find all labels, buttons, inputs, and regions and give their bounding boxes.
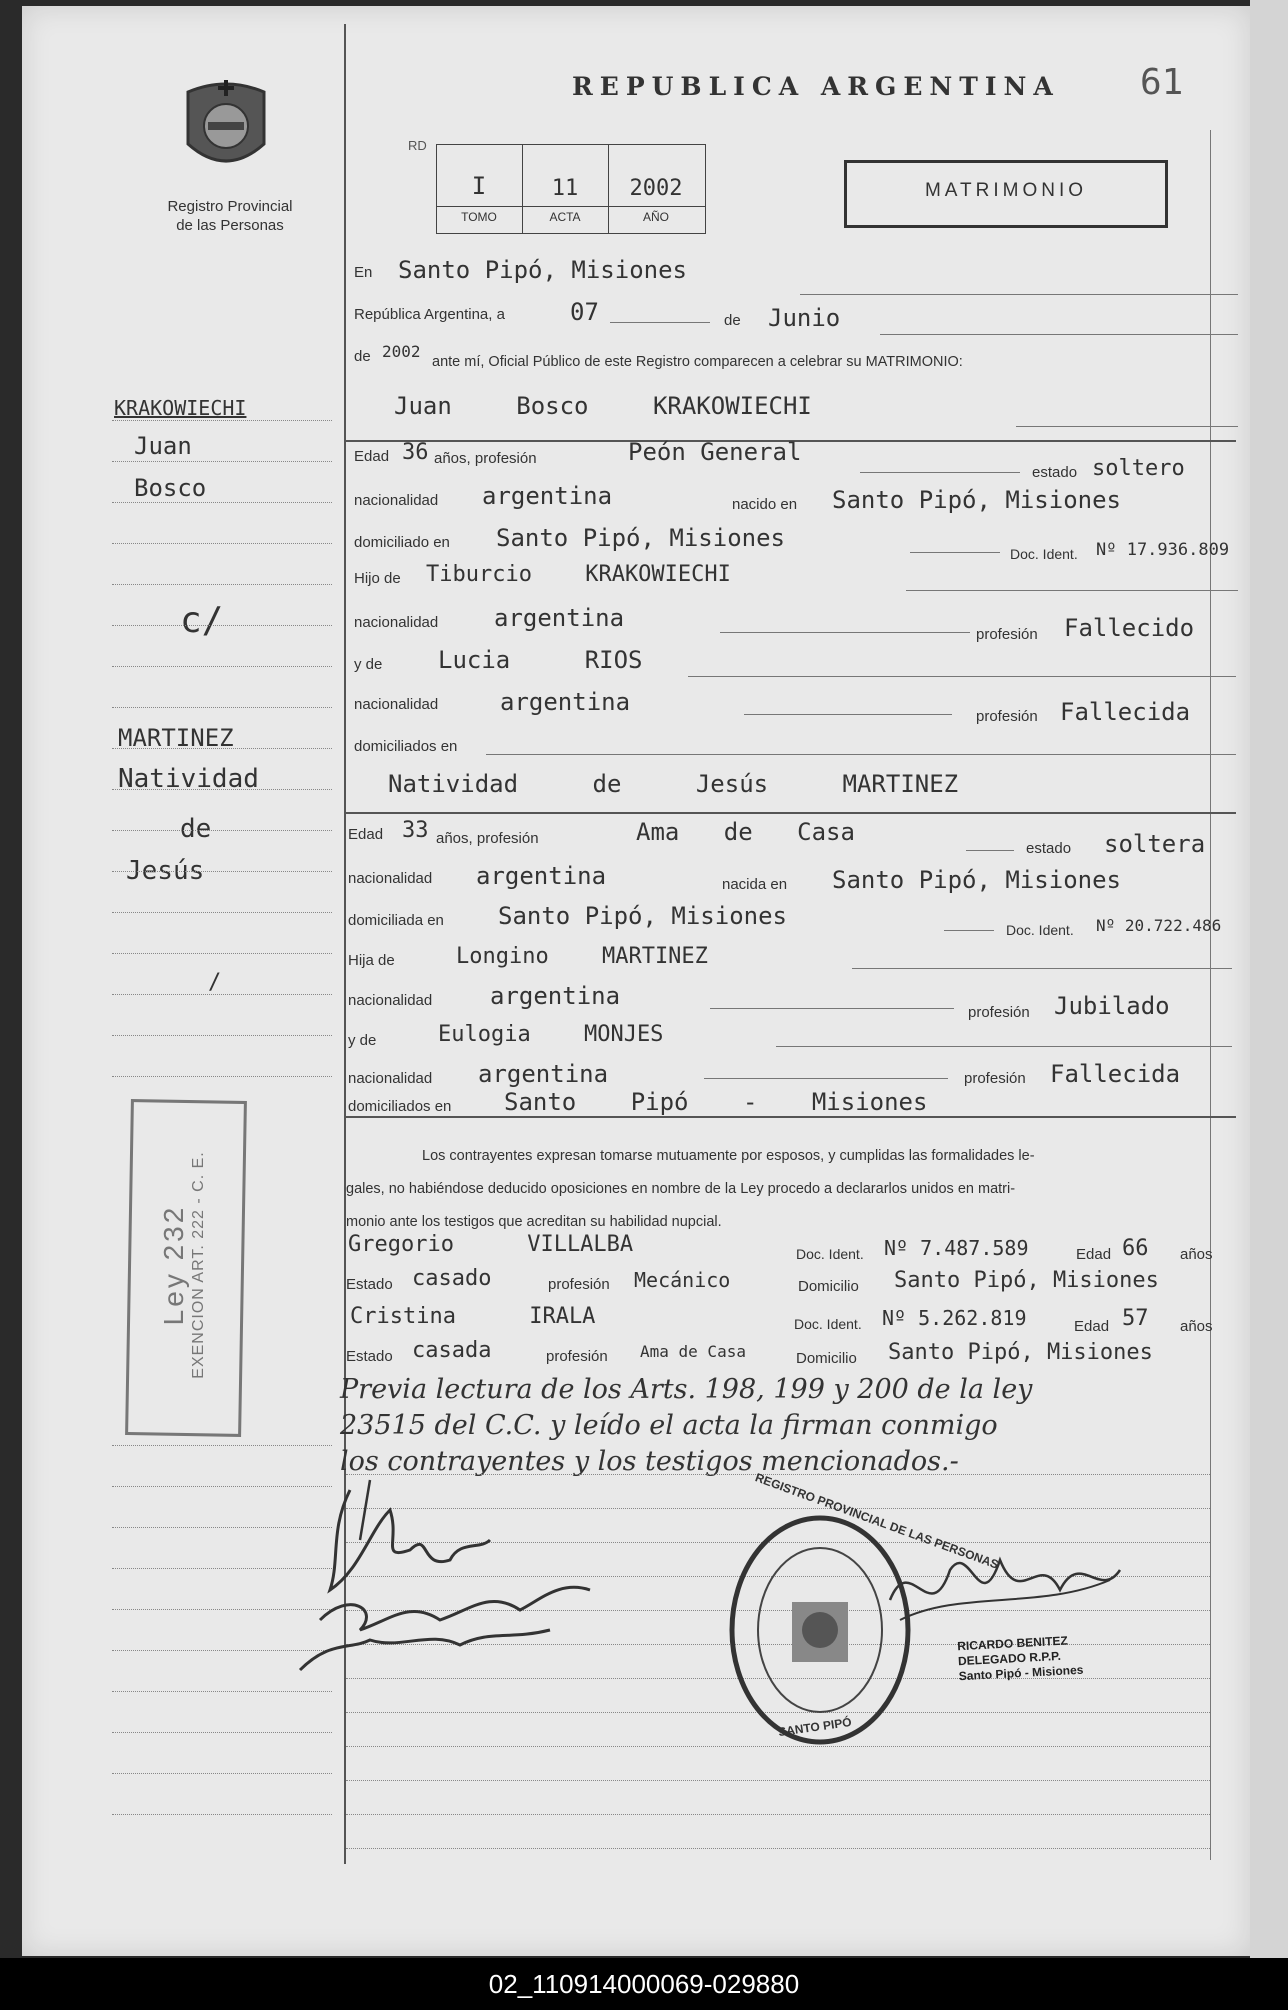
body-rule [346, 1848, 1210, 1849]
bride-mother-nac-label: nacionalidad [348, 1070, 433, 1087]
witness2-dom-label: Domicilio [796, 1350, 857, 1367]
bride-nacida-label: nacida en [722, 876, 788, 893]
witness1-anos-label: años [1180, 1246, 1213, 1263]
official-stamp-line3: Santo Pipó - Misiones [958, 1662, 1084, 1684]
acta-label: ACTA [549, 210, 581, 224]
bride-father-nac-label: nacionalidad [348, 992, 433, 1009]
official-stamp-line2: DELEGADO R.P.P. [957, 1648, 1062, 1669]
record-type: MATRIMONIO [924, 180, 1088, 201]
witness2-civil-status: casada [412, 1338, 492, 1363]
bride-anos-label: años, profesión [436, 830, 539, 847]
witness2-estado-label: Estado [346, 1348, 393, 1365]
witness2-edad-label: Edad [1074, 1318, 1110, 1335]
closing-line1: Previa lectura de los Arts. 198, 199 y 200 de la ley [340, 1374, 1033, 1405]
witness2-anos-label: años [1180, 1318, 1213, 1335]
registry-emblem-icon [178, 74, 274, 184]
groom-birthplace: Santo Pipó, Misiones [832, 486, 1121, 514]
margin-bride-name1: Natividad [118, 764, 259, 794]
groom-father-profession: Fallecido [1064, 614, 1195, 642]
declaration-line3: monio ante los testigos que acreditan su habilidad nupcial. [346, 1214, 722, 1230]
margin-groom-surname: KRAKOWIECHI [114, 396, 247, 420]
bride-nac-label: nacionalidad [348, 870, 433, 887]
groom-father-label: Hijo de [354, 570, 401, 587]
bride-doc-number: Nº 20.722.486 [1096, 916, 1222, 935]
bride-father-profession: Jubilado [1054, 992, 1170, 1020]
intro-statement: ante mí, Oficial Público de este Registro comparecen a celebrar su MATRIMONIO: [432, 354, 963, 370]
country-heading: REPUBLICA ARGENTINA [572, 72, 1060, 101]
bride-edad-label: Edad [348, 826, 384, 843]
groom-father-prof-label: profesión [976, 626, 1038, 643]
declaration-line2: gales, no habiéndose deducido oposiciones en nombre de la Ley procedo a declararlos unidos en matri- [346, 1181, 1016, 1197]
margin-rule [112, 789, 332, 790]
republic-label: República Argentina, a [354, 306, 505, 323]
margin-rule [112, 543, 332, 544]
margin-rule [112, 584, 332, 585]
official-stamp-line1: RICARDO BENITEZ [956, 1633, 1069, 1654]
margin-bride-surname: MARTINEZ [118, 724, 234, 752]
witness2-doc-number: Nº 5.262.819 [882, 1306, 1027, 1330]
groom-mother-label: y de [354, 656, 383, 673]
bride-mother-name: Eulogia MONJES [438, 1022, 664, 1047]
de-label: de [724, 312, 741, 329]
seal-ring-text: REGISTRO PROVINCIAL DE LAS PERSONAS [753, 1470, 1001, 1572]
witness2-prof-label: profesión [546, 1348, 608, 1365]
right-border [1210, 130, 1211, 1860]
groom-mother-name: Lucia RIOS [438, 646, 643, 674]
groom-doc-label: Doc. Ident. [1010, 546, 1078, 562]
margin-rule [112, 420, 332, 421]
bride-dom-label: domiciliada en [348, 912, 444, 929]
bride-parents-domicile: Santo Pipó - Misiones [504, 1088, 928, 1116]
groom-profession: Peón General [628, 438, 802, 466]
page-number: 61 [1140, 62, 1184, 103]
groom-mother-nac-label: nacionalidad [354, 696, 439, 713]
margin-rule [112, 912, 332, 913]
seal-bottom-text: SANTO PIPÓ [777, 1714, 853, 1740]
scan-id: 02_110914000069-029880 [0, 1958, 1288, 2010]
tomo-label: TOMO [461, 210, 497, 224]
margin-groom-name2: Bosco [134, 474, 207, 502]
bride-domicile: Santo Pipó, Misiones [498, 902, 787, 930]
witness1-dom-label: Domicilio [798, 1278, 859, 1295]
registry-name-line1: Registro Provincial [167, 198, 293, 215]
intro-month: Junio [768, 304, 841, 332]
page-edge [1250, 0, 1288, 1958]
groom-parents-dom-label: domiciliados en [354, 738, 458, 755]
groom-edad-label: Edad [354, 448, 390, 465]
margin-rule [112, 625, 332, 626]
bride-full-name: Natividad de Jesús MARTINEZ [388, 770, 959, 798]
groom-full-name: Juan Bosco KRAKOWIECHI [394, 392, 812, 420]
bride-father-name: Longino MARTINEZ [456, 944, 708, 969]
body-rule [346, 1780, 1210, 1781]
acta-value: 11 [551, 176, 579, 201]
margin-connector: c/ [180, 600, 224, 641]
witness1-estado-label: Estado [346, 1276, 393, 1293]
groom-nac-label: nacionalidad [354, 492, 439, 509]
margin-groom-name1: Juan [134, 432, 192, 460]
margin-rule [112, 502, 332, 503]
groom-father-nationality: argentina [494, 604, 625, 632]
margin-bride-name2: de [180, 814, 212, 844]
signatures-icon [290, 1470, 630, 1690]
bride-civil-status: soltera [1104, 830, 1206, 858]
body-rule [346, 1814, 1210, 1815]
witness1-doc-label: Doc. Ident. [796, 1246, 864, 1262]
bride-parents-dom-label: domiciliados en [348, 1098, 452, 1115]
corner-mark: RD [408, 138, 427, 153]
bride-mother-nationality: argentina [478, 1060, 609, 1088]
margin-rule [112, 1691, 332, 1692]
groom-anos-label: años, profesión [434, 450, 537, 467]
closing-line3: los contrayentes y los testigos mencionados.- [340, 1446, 959, 1477]
witness2-profession: Ama de Casa [640, 1342, 746, 1361]
witness1-domicile: Santo Pipó, Misiones [894, 1268, 1159, 1293]
intro-year: 2002 [382, 342, 421, 361]
anio-label: AÑO [642, 210, 669, 224]
bride-age: 33 [402, 818, 429, 843]
witness2-doc-label: Doc. Ident. [794, 1316, 862, 1332]
groom-mother-profession: Fallecida [1060, 698, 1191, 726]
groom-doc-number: Nº 17.936.809 [1096, 540, 1230, 560]
witness1-age: 66 [1122, 1236, 1149, 1261]
bride-father-label: Hija de [348, 952, 395, 969]
stamp-line1: Ley 232 [158, 1204, 189, 1326]
groom-father-name: Tiburcio KRAKOWIECHI [426, 562, 731, 587]
witness2-domicile: Santo Pipó, Misiones [888, 1340, 1153, 1365]
bride-profession: Ama de Casa [636, 818, 855, 846]
margin-rule [112, 994, 332, 995]
margin-bride-name3: Jesús [126, 856, 205, 886]
margin-rule [112, 830, 332, 831]
margin-rule [112, 707, 332, 708]
margin-rule [112, 748, 332, 749]
bride-mother-profession: Fallecida [1050, 1060, 1181, 1088]
witness1-edad-label: Edad [1076, 1246, 1112, 1263]
intro-day: 07 [570, 298, 599, 326]
tomo-value: I [471, 172, 487, 200]
witness1-profession: Mecánico [634, 1268, 731, 1292]
margin-rule [112, 666, 332, 667]
bride-mother-prof-label: profesión [964, 1070, 1026, 1087]
margin-rule [112, 1076, 332, 1077]
intro-place: Santo Pipó, Misiones [398, 256, 687, 284]
margin-rule [112, 1445, 332, 1446]
margin-rule [112, 1814, 332, 1815]
groom-estado-label: estado [1032, 464, 1078, 481]
groom-nationality: argentina [482, 482, 613, 510]
margin-rule [112, 871, 332, 872]
margin-tick: / [208, 970, 222, 995]
de-year-label: de [354, 348, 371, 365]
en-label: En [354, 264, 373, 281]
declaration-line1: Los contrayentes expresan tomarse mutuamente por esposos, y cumplidas las formalidades le- [422, 1148, 1035, 1164]
margin-rule [112, 1732, 332, 1733]
bride-doc-label: Doc. Ident. [1006, 922, 1074, 938]
registry-name-line2: de las Personas [176, 217, 284, 234]
bride-father-nationality: argentina [490, 982, 621, 1010]
margin-rule [112, 1773, 332, 1774]
witness1-prof-label: profesión [548, 1276, 610, 1293]
witness1-name: Gregorio VILLALBA [348, 1232, 634, 1257]
bride-father-prof-label: profesión [968, 1004, 1030, 1021]
bride-estado-label: estado [1026, 840, 1072, 857]
bride-mother-label: y de [348, 1032, 377, 1049]
margin-rule [112, 1035, 332, 1036]
stamp-line2: EXENCION ART. 222 - C. E. [190, 1151, 207, 1379]
official-seal-icon [720, 1510, 920, 1750]
groom-dom-label: domiciliado en [354, 534, 450, 551]
groom-nacido-label: nacido en [732, 496, 798, 513]
closing-line2: 23515 del C.C. y leído el acta la firman conmigo [340, 1410, 998, 1441]
margin-rule [112, 953, 332, 954]
margin-rule [112, 461, 332, 462]
groom-father-nac-label: nacionalidad [354, 614, 439, 631]
groom-mother-prof-label: profesión [976, 708, 1038, 725]
groom-domicile: Santo Pipó, Misiones [496, 524, 785, 552]
groom-civil-status: soltero [1092, 456, 1185, 481]
groom-age: 36 [402, 440, 429, 465]
bride-nationality: argentina [476, 862, 607, 890]
anio-value: 2002 [629, 176, 683, 201]
witness1-doc-number: Nº 7.487.589 [884, 1236, 1029, 1260]
groom-mother-nationality: argentina [500, 688, 631, 716]
bride-birthplace: Santo Pipó, Misiones [832, 866, 1121, 894]
witness2-name: Cristina IRALA [350, 1304, 596, 1329]
witness1-civil-status: casado [412, 1266, 492, 1291]
witness2-age: 57 [1122, 1306, 1149, 1331]
